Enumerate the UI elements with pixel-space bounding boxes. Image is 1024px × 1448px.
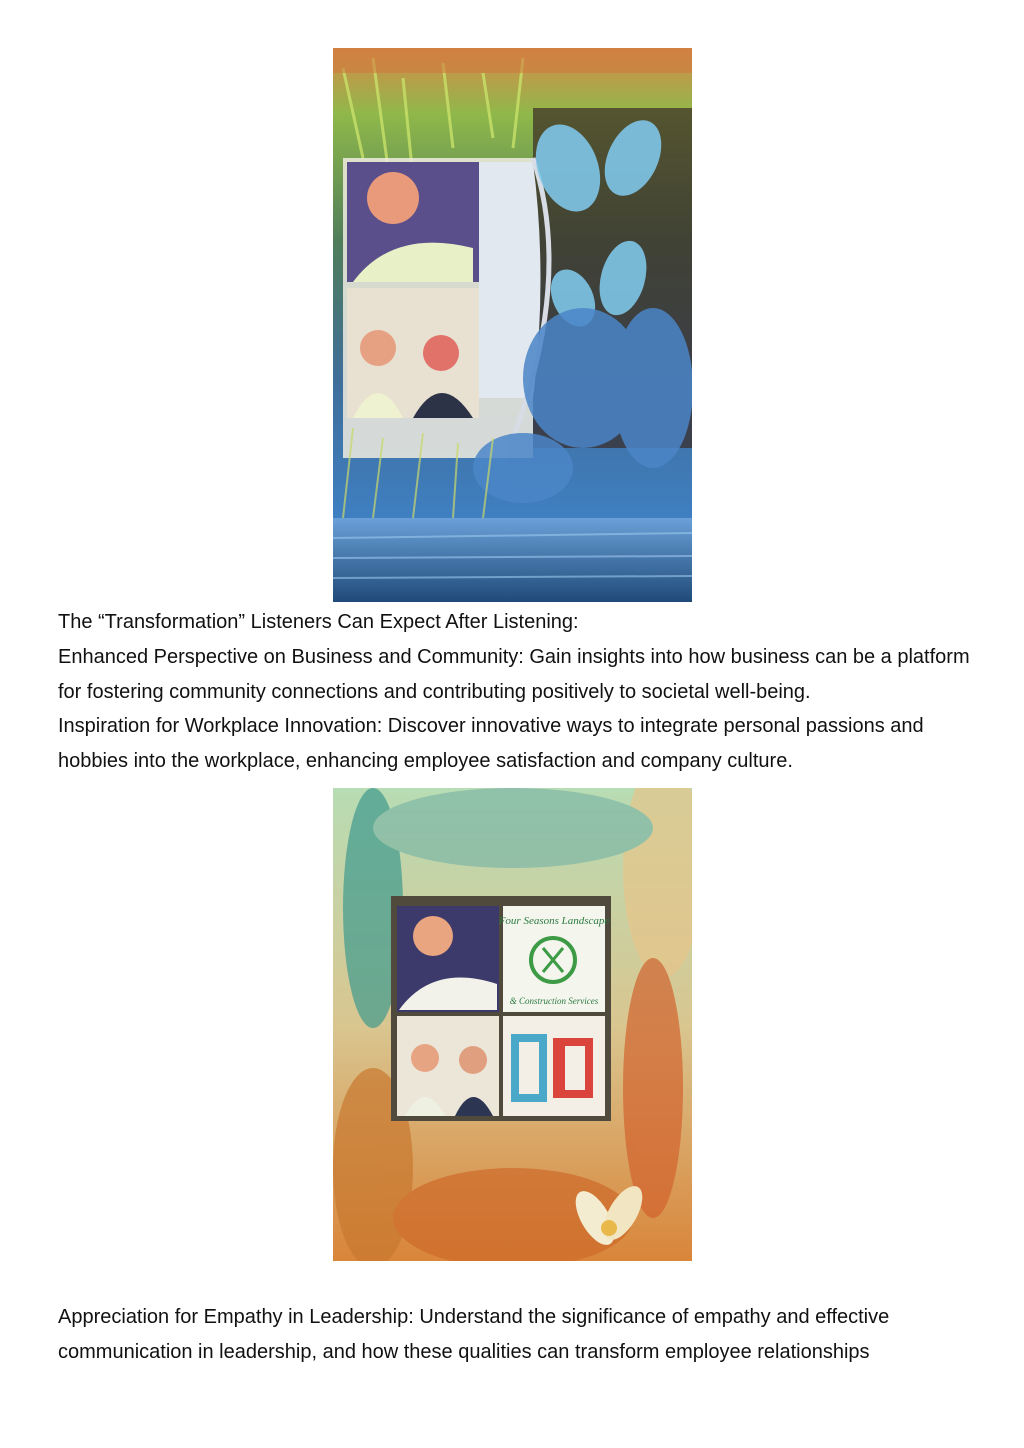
paragraph-workplace-innovation: Inspiration for Workplace Innovation: Discover innovative ways to integrate personal passions and hobbies into the workplace, enhancing employee satisfaction and company culture. xyxy=(58,715,924,772)
painted-collage-image-2 xyxy=(333,788,692,1261)
logo-brand-arc: Four Seasons Landscape xyxy=(498,915,610,927)
painted-collage-image-1 xyxy=(333,48,692,602)
paragraph-business-community: Enhanced Perspective on Business and Community: Gain insights into how business can be a platform for fostering community connections and contributing positively to societal well-being. xyxy=(58,646,970,703)
paragraph-empathy-leadership: Appreciation for Empathy in Leadership: Understand the significance of empathy and effective communication in leadership, and how these qualities can transform employee relationships xyxy=(58,1306,890,1363)
logo-brand-sub: & Construction Services xyxy=(509,996,599,1006)
section-heading: The “Transformation” Listeners Can Expect After Listening: xyxy=(58,611,579,633)
